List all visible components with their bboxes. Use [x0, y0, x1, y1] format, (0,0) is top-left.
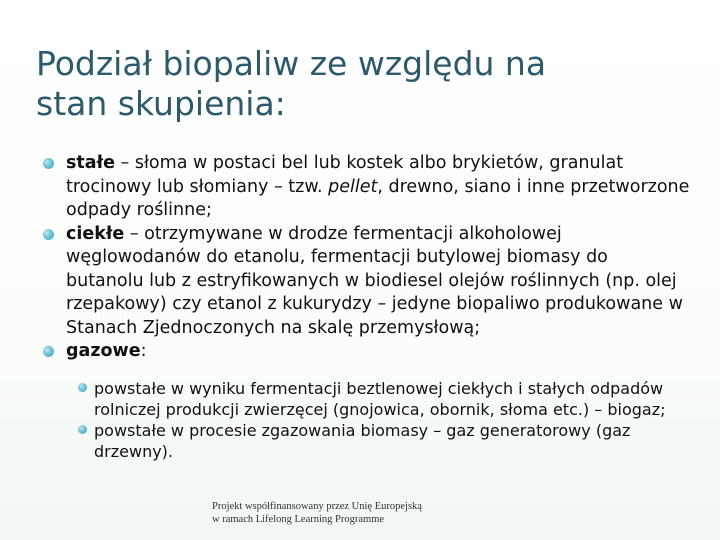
slide-title — [36, 44, 676, 124]
sub-bullet-icon — [78, 383, 87, 392]
footer-line-2: w ramach Lifelong Learning Programme — [212, 514, 385, 525]
item-text: – słoma w postaci bel lub kostek albo brykietów, granulat trocinowy lub słomiany – tzw. — [66, 153, 624, 197]
footer-funding-note — [212, 500, 422, 526]
bullet-icon — [43, 229, 54, 240]
sub-item-text: powstałe w wyniku fermentacji beztlenowej ciekłych i stałych odpadów rolniczej produkcji zwierzęcej (gnojowica, obornik, słoma etc.) – biogaz; — [94, 378, 666, 419]
list-item-ciekle — [40, 223, 690, 341]
title-line-1: Podział biopaliw ze względu na — [36, 44, 547, 83]
sub-item-text: powstałe w procesie zgazowania biomasy – gaz generatorowy (gaz drzewny). — [94, 420, 631, 461]
bullet-list — [40, 152, 690, 462]
bullet-icon — [43, 158, 54, 169]
term-ciekle: ciekłe — [66, 223, 125, 244]
sub-bullet-list — [66, 378, 690, 462]
bullet-icon — [43, 346, 54, 357]
footer-line-1: Projekt współfinansowany przez Unię Europejską — [212, 501, 422, 512]
item-text: : — [140, 341, 147, 361]
sub-bullet-icon — [78, 425, 87, 434]
term-gazowe: gazowe — [66, 341, 141, 361]
sub-list-item-biogaz — [66, 378, 690, 420]
sub-list-item-gaz-generatorowy — [66, 420, 690, 462]
item-text: – otrzymywane w drodze fermentacji alkoholowej węglowodanów do etanolu, fermentacji butylowej biomasy do butanolu lub z estryfikowanych w biodiesel olejów roślinnych (np. olej rzepakowy) czy etanol z kukurydzy – jedyne biopaliwo produkowane w Stanach Zjednoczonych na skalę przemysłową; — [66, 223, 683, 338]
item-text: , drewno, siano i inne przetworzone odpady roślinne; — [66, 176, 690, 220]
term-stale: stałe — [66, 153, 115, 173]
list-item-gazowe — [40, 340, 690, 462]
item-italic-text: pellet — [328, 176, 378, 197]
list-item-stale — [40, 152, 690, 223]
title-line-2: stan skupienia: — [36, 84, 286, 123]
slide-content — [40, 152, 690, 462]
